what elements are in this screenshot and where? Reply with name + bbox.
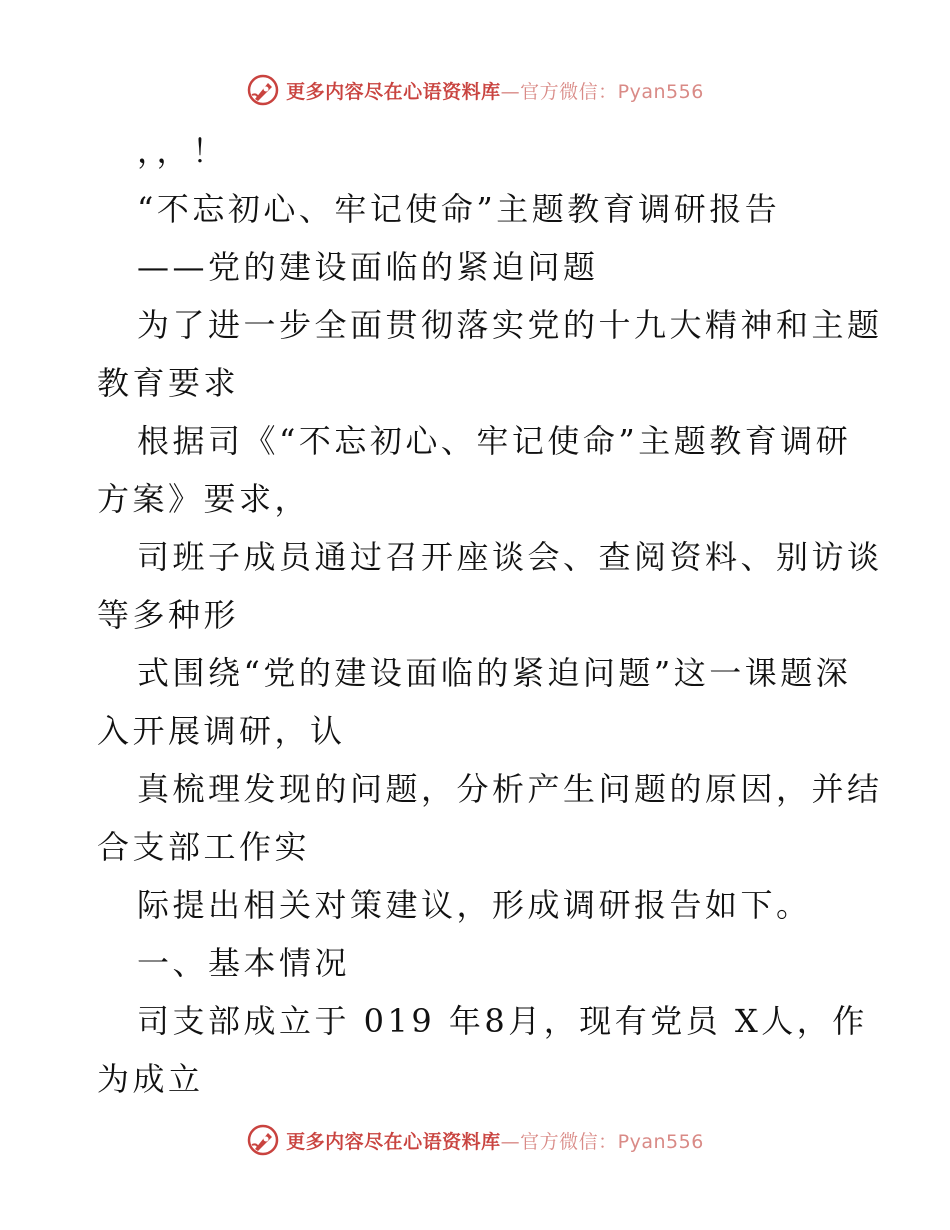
banner-separator: — <box>500 80 521 103</box>
banner-main-text: 更多内容尽在心语资料库 <box>286 1130 501 1153</box>
footer-banner <box>0 1118 950 1162</box>
banner-text <box>286 1127 704 1154</box>
document-line: 式围绕“党的建设面临的紧迫问题”这一课题深 <box>137 654 852 692</box>
document-line: 一、基本情况 <box>137 944 351 982</box>
banner-text <box>286 77 704 104</box>
document-line: 根据司《“不忘初心、牢记使命”主题教育调研 <box>137 422 852 460</box>
document-line: ，，！ <box>137 132 228 170</box>
document-line: 教育要求 <box>97 364 240 402</box>
document-line: 真梳理发现的问题，分析产生问题的原因，并结 <box>137 770 883 808</box>
document-line: 际提出相关对策建议，形成调研报告如下。 <box>137 886 812 924</box>
document-line: 方案》要求， <box>97 480 311 518</box>
document-line: 合支部工作实 <box>97 828 311 866</box>
document-line: 司班子成员通过召开座谈会、查阅资料、别访谈 <box>137 538 883 576</box>
banner-separator: — <box>500 1130 521 1153</box>
document-line: 入开展调研，认 <box>97 712 346 750</box>
document-line: 等多种形 <box>97 596 240 634</box>
document-body <box>97 122 883 1108</box>
pen-nib-icon <box>246 73 280 107</box>
document-line: 为了进一步全面贯彻落实党的十九大精神和主题 <box>137 306 883 344</box>
header-banner <box>0 68 950 112</box>
banner-wechat-text: 官方微信：Pyan556 <box>520 1130 704 1153</box>
document-line: ——党的建设面临的紧迫问题 <box>137 248 599 286</box>
document-line: 为成立 <box>97 1060 204 1098</box>
banner-wechat-text: 官方微信：Pyan556 <box>520 80 704 103</box>
banner-main-text: 更多内容尽在心语资料库 <box>286 80 501 103</box>
pen-nib-icon <box>246 1123 280 1157</box>
document-line: “不忘初心、牢记使命”主题教育调研报告 <box>137 190 781 228</box>
document-line: 司支部成立于 019 年8月，现有党员 X人，作 <box>137 1002 868 1040</box>
